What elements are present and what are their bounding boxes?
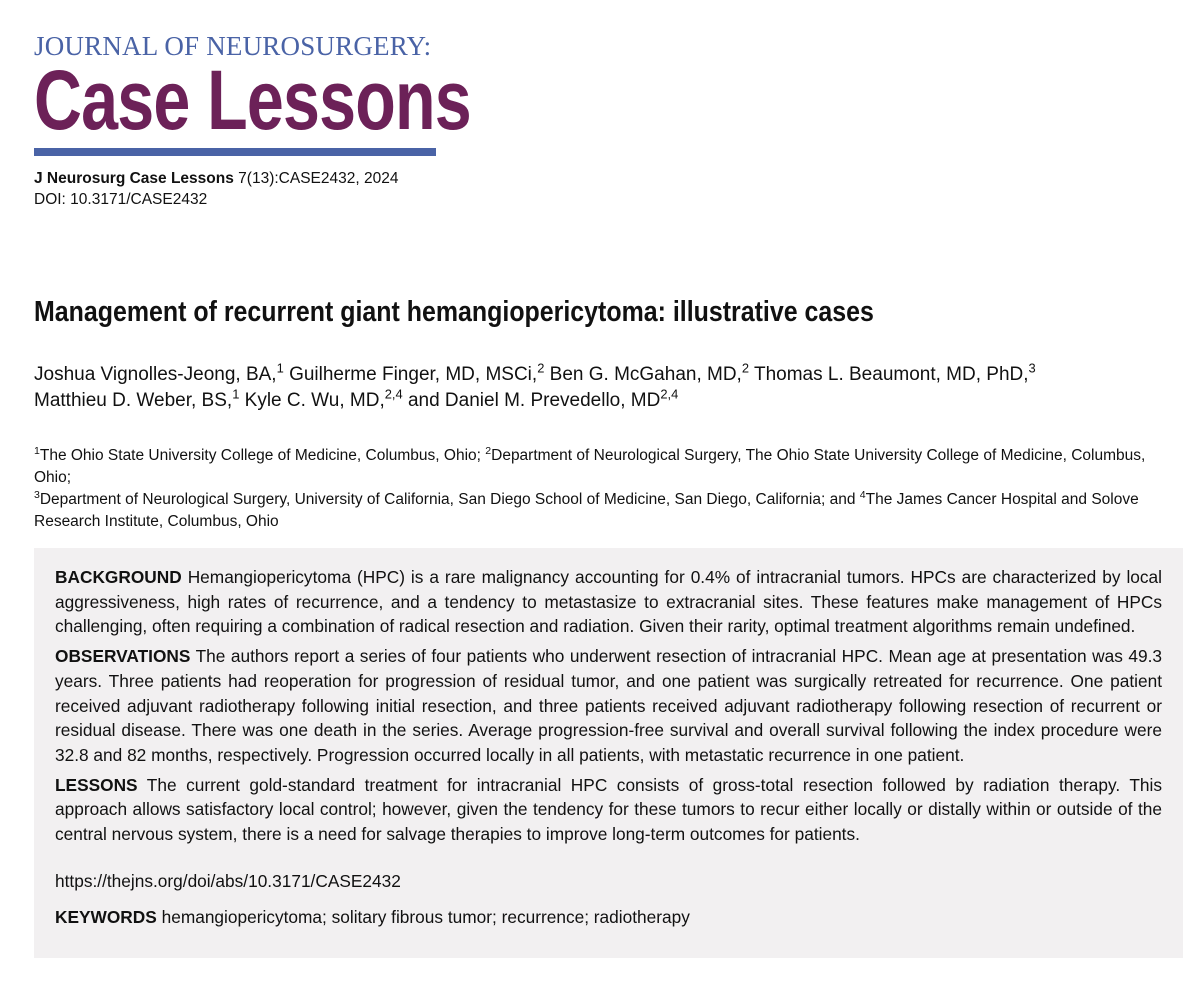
author-line-1 — [34, 362, 1036, 388]
affiliation-text: The Ohio State University College of Medicine, Columbus, Ohio; — [39, 447, 486, 464]
author-affiliation-ref: 1 — [276, 360, 284, 376]
article-id: CASE2432, 2024 — [278, 170, 399, 187]
abstract-content — [55, 565, 1162, 935]
masthead-rule — [34, 148, 436, 156]
abstract-lessons — [55, 773, 1162, 847]
affiliation-text: Department of Neurological Surgery, University of California, San Diego School of Medicine, San Diego, California; and — [39, 491, 860, 508]
section-text: Hemangiopericytoma (HPC) is a rare malignancy accounting for 0.4% of intracranial tumors. HPCs are characterized by local aggressiveness, high rates of recurrence, and a tendency to metastasize to extracranial sites. These features make management of HPCs challenging, often requiring a combination of radical resection and radiation. Given their rarity, optimal treatment algorithms remain undefined. — [55, 567, 1162, 637]
affiliation-number: 1 — [34, 444, 40, 457]
affiliation-number: 2 — [485, 444, 492, 457]
abstract-box — [34, 548, 1183, 958]
author-name: Joshua Vignolles-Jeong, BA, — [34, 364, 277, 385]
section-label: LESSONS — [55, 774, 138, 795]
section-text: The authors report a series of four patients who underwent resection of intracranial HPC. Mean age at presentation was 49.3 years. Three patients had reoperation for progression of residual tumor, and one patient was surgically retreated for recurrence. One patient received adjuvant radiotherapy following initial resection, and three patients received adjuvant radiotherapy following resection of recurrent or residual disease. There was one death in the series. Average progression-free survival and overall survival following the index procedure were 32.8 and 82 months, respectively. Progression occurred locally in all patients, with metastatic recurrence in one patient. — [55, 646, 1162, 765]
section-text: The current gold-standard treatment for intracranial HPC consists of gross-total resection followed by radiation therapy. This approach allows satisfactory local control; however, given the tendency for these tumors to recur either locally or distally within or outside of the central nervous system, there is a need for salvage therapies to improve long-term outcomes for patients. — [55, 774, 1162, 845]
author-name: Matthieu D. Weber, BS, — [34, 390, 233, 411]
affiliation-text: Department of Neurological Surgery, The Ohio State University College of Medicine, Columbus, Ohio; — [34, 447, 1146, 486]
journal-masthead — [34, 30, 471, 147]
journal-abbrev: J Neurosurg Case Lessons — [34, 170, 234, 187]
author-affiliation-ref: 2 — [537, 360, 545, 376]
author-line-2 — [34, 388, 1036, 414]
abstract-observations — [55, 644, 1162, 768]
journal-name: JOURNAL OF NEUROSURGERY: — [34, 31, 432, 61]
keywords-text: hemangiopericytoma; solitary fibrous tumor; recurrence; radiotherapy — [161, 907, 690, 928]
affiliation-number: 4 — [859, 488, 866, 501]
author-name: Thomas L. Beaumont, MD, PhD, — [753, 364, 1029, 385]
abstract-keywords — [55, 905, 1162, 930]
affiliation-number: 3 — [34, 488, 40, 501]
author-affiliation-ref: 2,4 — [660, 386, 679, 402]
affiliation-text: The James Cancer Hospital and Solove Research Institute, Columbus, Ohio — [34, 491, 1139, 530]
volume-issue: 7(13): — [238, 170, 279, 187]
citation-block — [34, 168, 398, 210]
citation-line — [34, 168, 398, 189]
abstract-background — [55, 565, 1162, 639]
section-label: BACKGROUND — [55, 567, 182, 587]
author-affiliation-ref: 3 — [1028, 360, 1036, 376]
author-name: Guilherme Finger, MD, MSCi, — [289, 364, 538, 385]
author-affiliation-ref: 2,4 — [384, 386, 403, 402]
author-name: Ben G. McGahan, MD, — [549, 364, 742, 385]
section-label: KEYWORDS — [55, 907, 157, 928]
author-name: Kyle C. Wu, MD, — [244, 390, 385, 411]
doi-line: DOI: 10.3171/CASE2432 — [34, 191, 208, 208]
series-name-logo: Case Lessons — [34, 53, 471, 147]
author-list — [34, 362, 1036, 414]
article-url-link[interactable]: https://thejns.org/doi/abs/10.3171/CASE2432 — [55, 870, 401, 891]
author-affiliation-ref: 1 — [232, 386, 240, 402]
article-title: Management of recurrent giant hemangiopericytoma: illustrative cases — [34, 296, 874, 328]
section-label: OBSERVATIONS — [55, 646, 191, 667]
author-name: and Daniel M. Prevedello, MD — [407, 390, 661, 411]
affiliations — [34, 445, 1174, 533]
author-affiliation-ref: 2 — [741, 360, 750, 376]
